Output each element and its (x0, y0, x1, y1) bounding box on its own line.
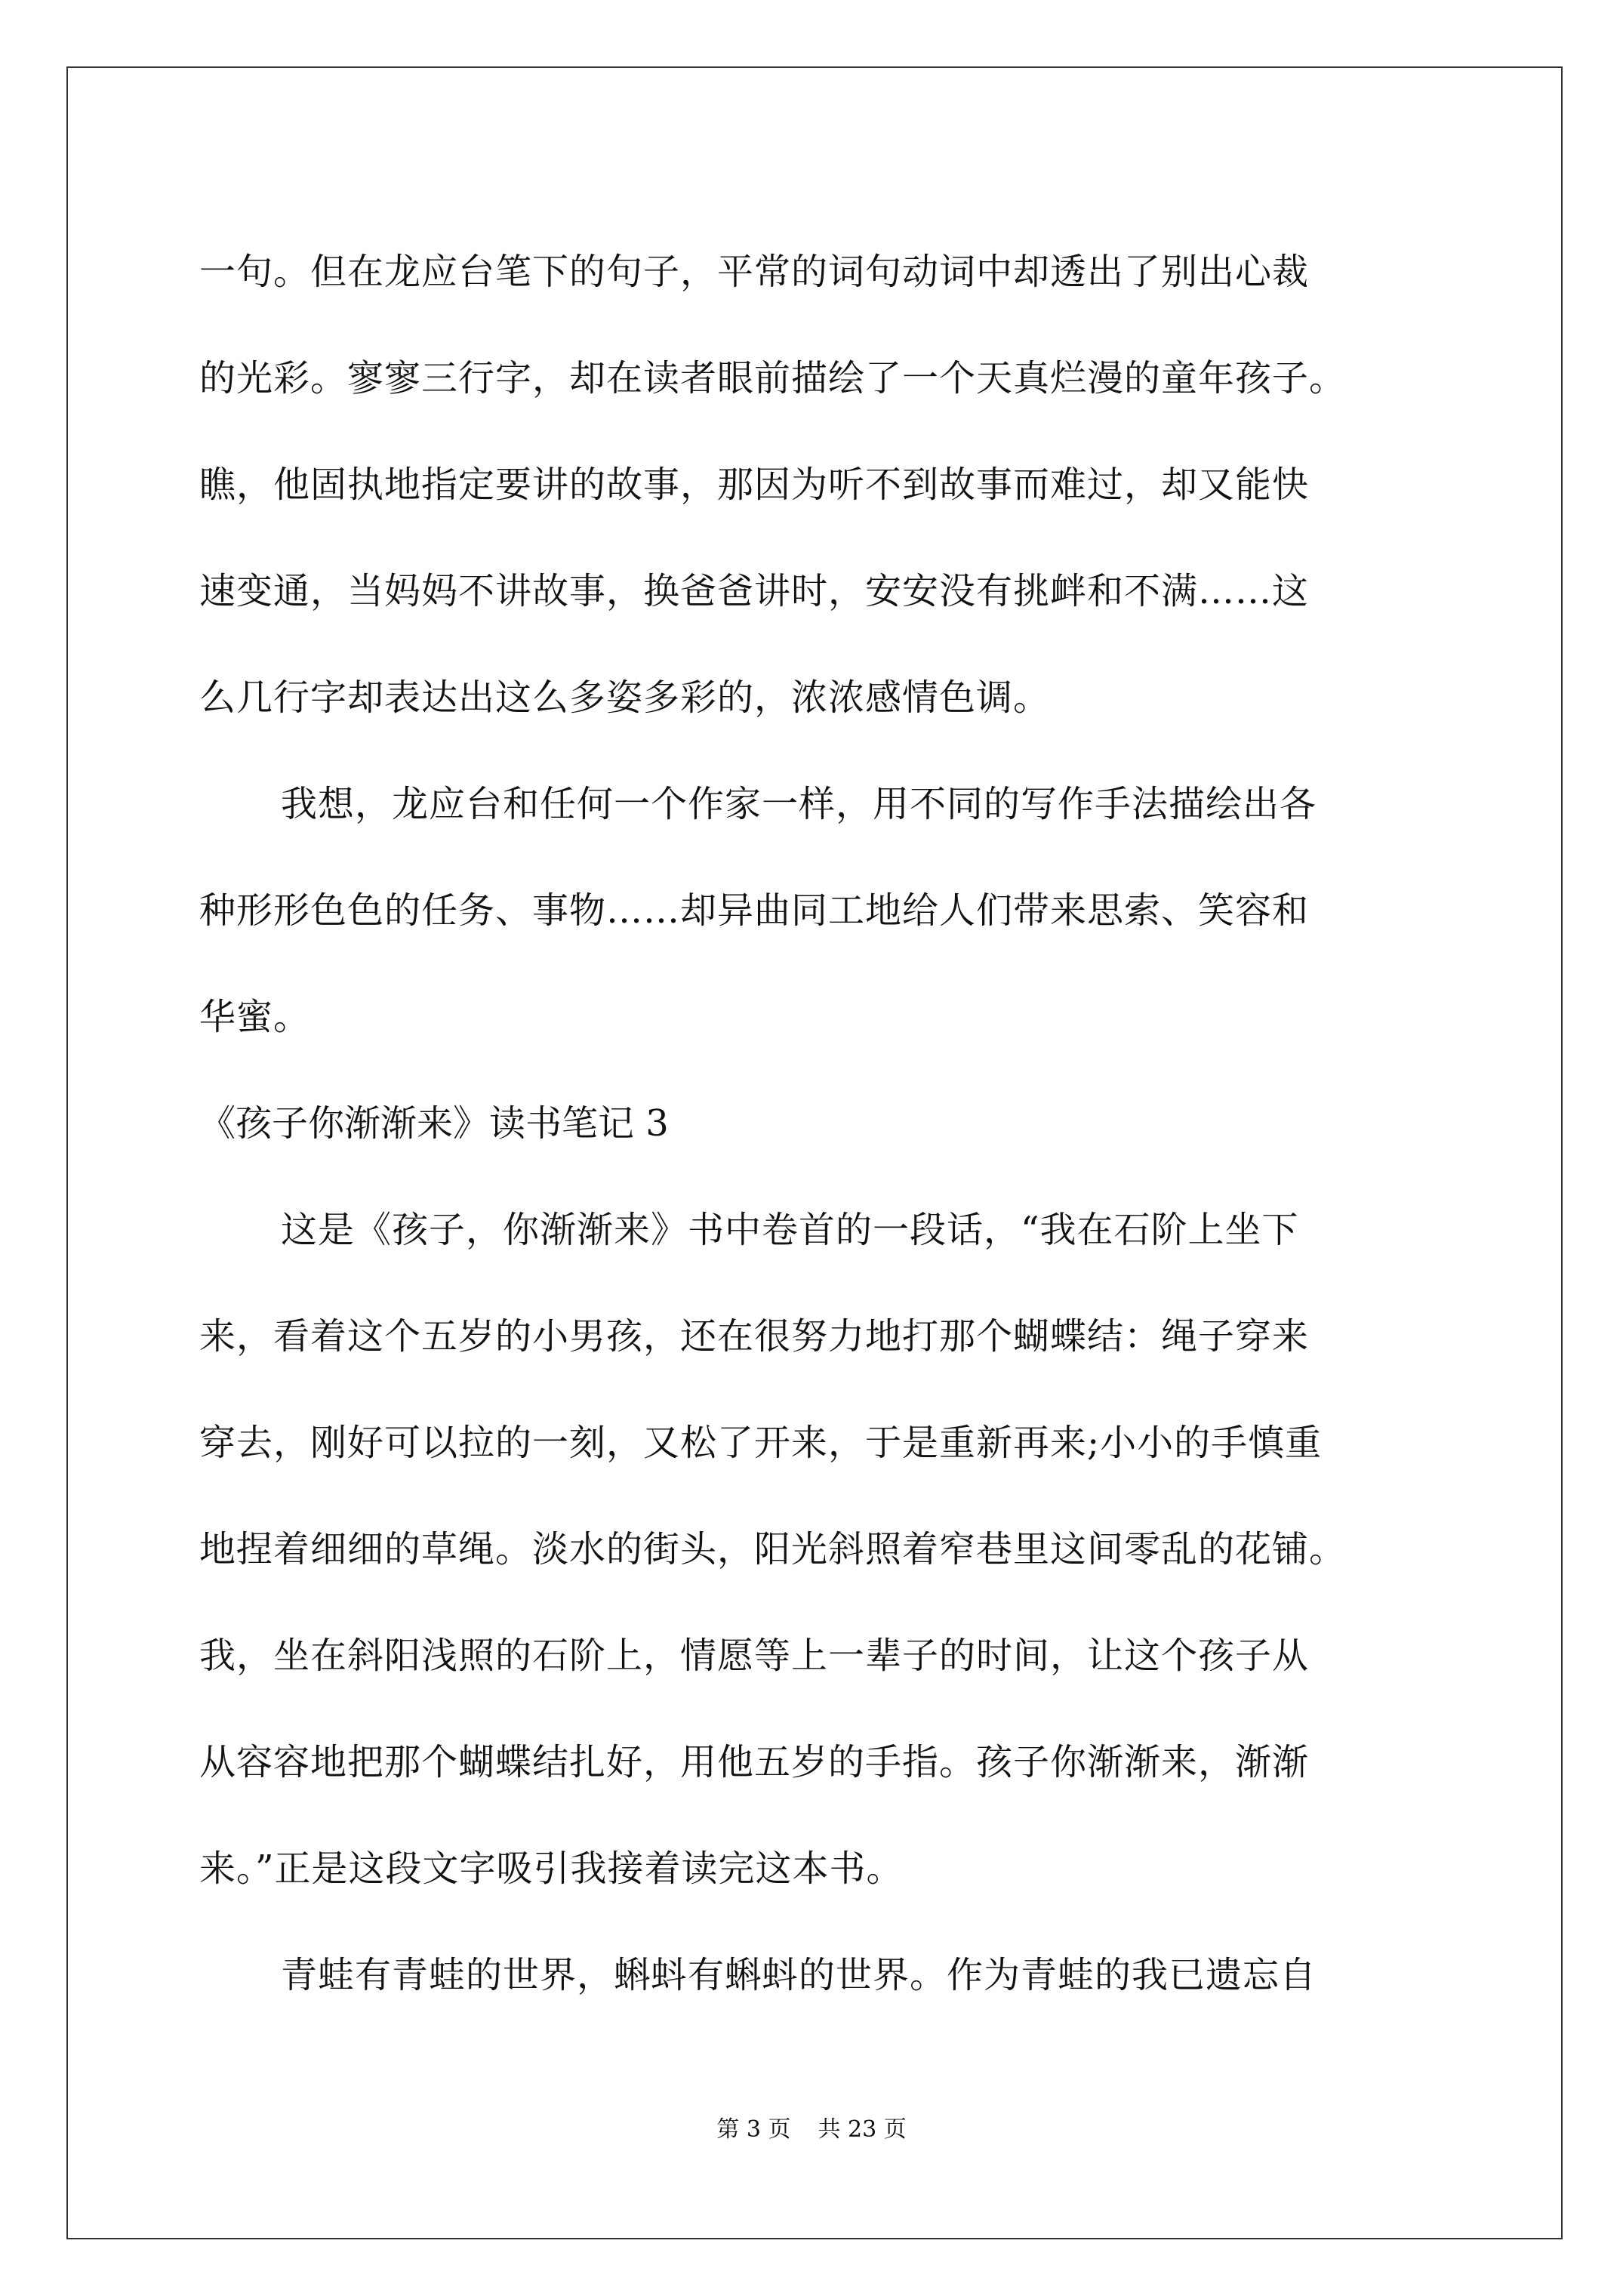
paragraph-line: 青蛙有青蛙的世界，蝌蚪有蝌蚪的世界。作为青蛙的我已遗忘自 (281, 1954, 1317, 1996)
paragraph-line: 的光彩。寥寥三行字，却在读者眼前描绘了一个天真烂漫的童年孩子。 (199, 357, 1347, 399)
paragraph-4 (199, 1922, 1452, 2029)
paragraph-2 (199, 751, 1452, 1071)
paragraph-line: 瞧，他固执地指定要讲的故事，那因为听不到故事而难过，却又能快 (199, 464, 1310, 506)
section-heading: 《孩子你渐渐来》读书笔记 3 (199, 1102, 669, 1145)
paragraph-line: 穿去，刚好可以拉的一刻，又松了开来，于是重新再来;小小的手慎重 (199, 1422, 1323, 1464)
paragraph-line: 么几行字却表达出这么多姿多彩的，浓浓感情色调。 (199, 676, 1051, 719)
paragraph-1 (199, 219, 1452, 751)
page-number-total: 共 23 页 (818, 2116, 907, 2143)
paragraph-line: 这是《孩子，你渐渐来》书中卷首的一段话，“我在石阶上坐下 (281, 1209, 1299, 1251)
paragraph-line: 我，坐在斜阳浅照的石阶上，情愿等上一辈子的时间，让这个孩子从 (199, 1635, 1310, 1677)
paragraph-line: 华蜜。 (199, 996, 311, 1038)
paragraph-3 (199, 1177, 1452, 1922)
page-footer (0, 2110, 1623, 2143)
paragraph-line: 一句。但在龙应台笔下的句子，平常的词句动词中却透出了别出心裁 (199, 251, 1310, 293)
paragraph-line: 速变通，当妈妈不讲故事，换爸爸讲时，安安没有挑衅和不满……这 (199, 570, 1310, 612)
paragraph-line: 种形形色色的任务、事物……却异曲同工地给人们带来思索、笑容和 (199, 889, 1310, 932)
page-number-current: 第 3 页 (716, 2116, 791, 2143)
document-body (199, 219, 1452, 2029)
paragraph-line: 从容容地把那个蝴蝶结扎好，用他五岁的手指。孩子你渐渐来，渐渐 (199, 1741, 1310, 1783)
paragraph-line: 来，看着这个五岁的小男孩，还在很努力地打那个蝴蝶结：绳子穿来 (199, 1315, 1310, 1358)
paragraph-line: 来。”正是这段文字吸引我接着读完这本书。 (199, 1848, 904, 1890)
paragraph-line: 地捏着细细的草绳。淡水的街头，阳光斜照着窄巷里这间零乱的花铺。 (199, 1528, 1347, 1570)
paragraph-line: 我想，龙应台和任何一个作家一样，用不同的写作手法描绘出各 (281, 783, 1317, 825)
